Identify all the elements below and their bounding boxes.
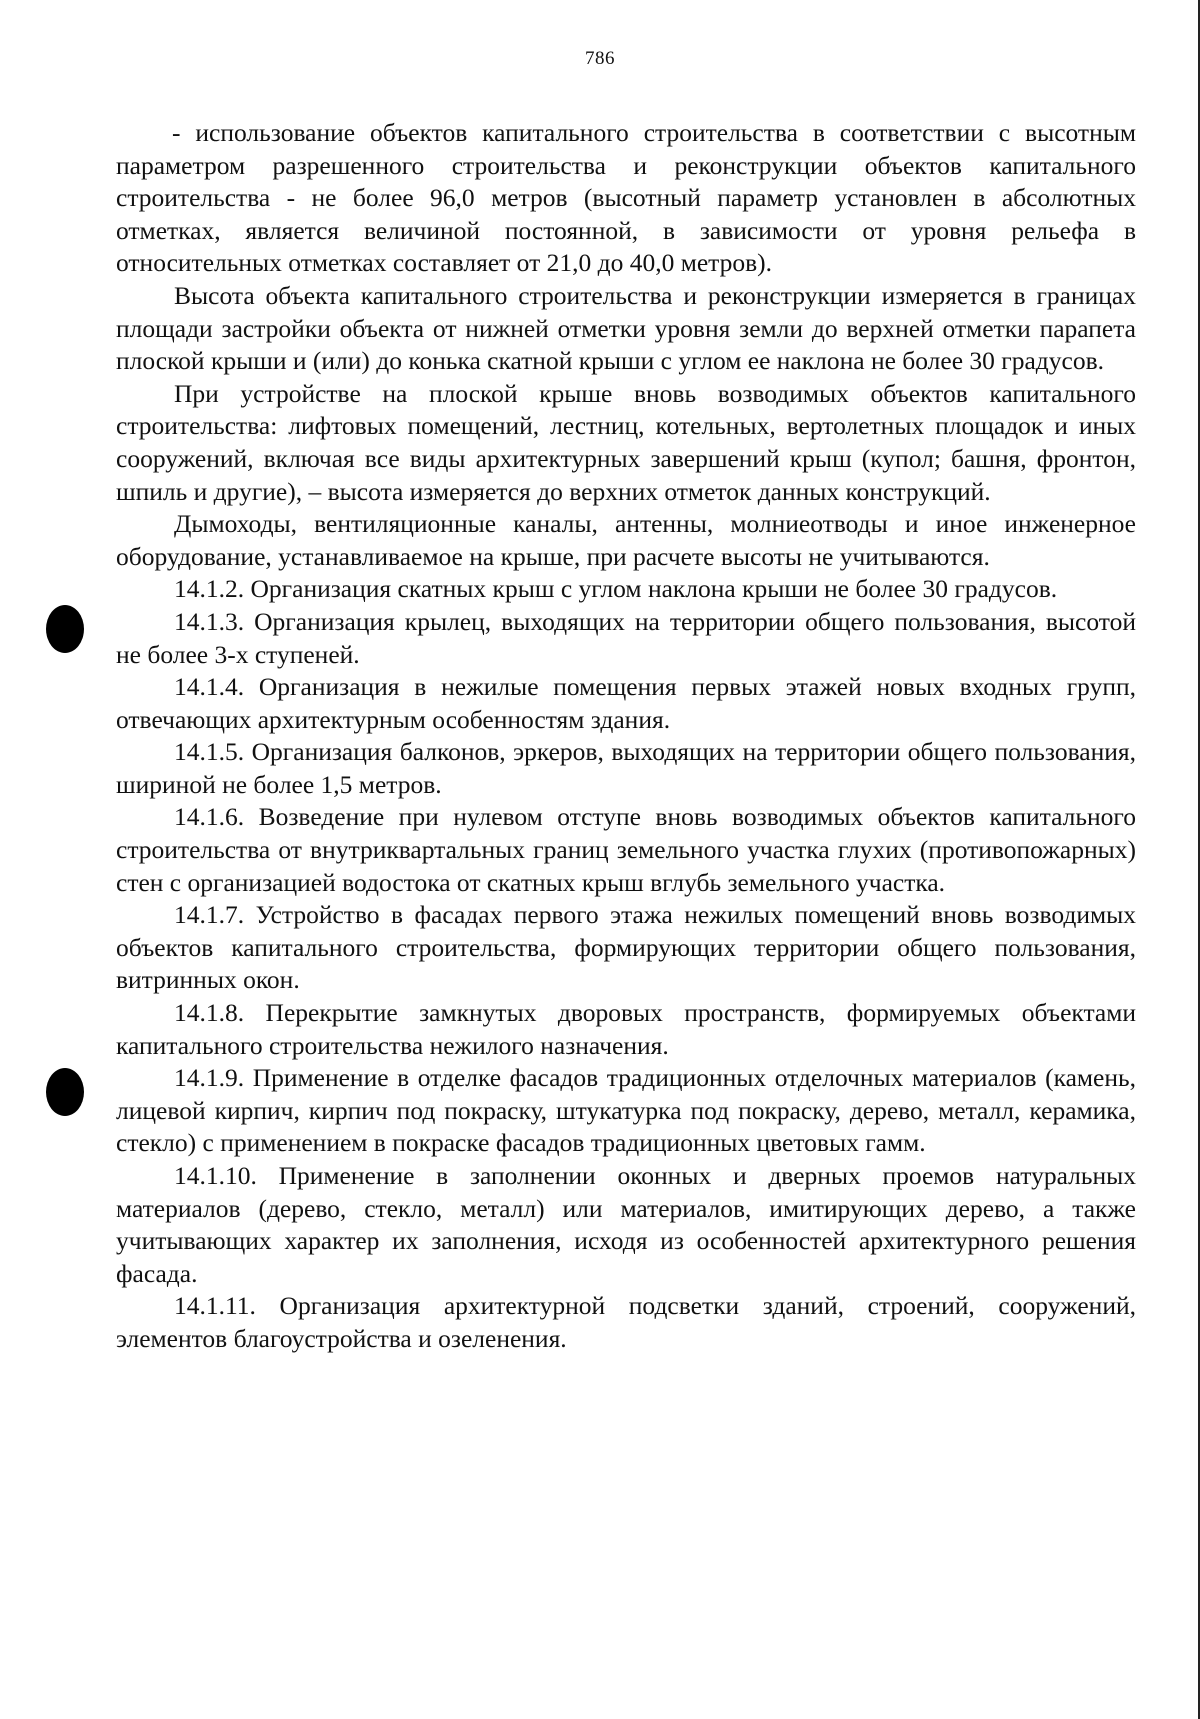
clause-14-1-3: 14.1.3. Организация крылец, выходящих на территории общего пользования, высотой не более 3-х ступеней. (116, 606, 1136, 669)
paragraph-roof-equipment: Дымоходы, вентиляционные каналы, антенны, молниеотводы и иное инженерное оборудование, устанавливаемое на крыше, при расчете высоты не учитываются. (116, 509, 1136, 571)
clause-14-1-6: 14.1.6. Возведение при нулевом отступе вновь возводимых объектов капитального строительства от внутриквартальных границ земельного участка глухих (противопожарных) стен с организацией водостока от скатных крыш вглубь земельного участка. (116, 802, 1136, 897)
document-body (116, 117, 1136, 1356)
clause-14-1-8: 14.1.8. Перекрытие замкнутых дворовых пространств, формируемых объектами капитального строительства нежилого назначения. (116, 998, 1136, 1060)
clause-14-1-9: 14.1.9. Применение в отделке фасадов традиционных отделочных материалов (камень, лицевой кирпич, кирпич под покраску, штукатурка под покраску, дерево, металл, керамика, стекло) с применением в покраске фасадов традиционных цветовых гамм. (116, 1063, 1136, 1158)
paragraph-height-measurement: Высота объекта капитального строительства и реконструкции измеряется в границах площади застройки объекта от нижней отметки уровня земли до верхней отметки парапета плоской крыши и (или) до конька скатной крыши с углом ее наклона не более 30 градусов. (116, 280, 1136, 376)
clause-14-1-10: 14.1.10. Применение в заполнении оконных и дверных проемов натуральных материалов (дерево, стекло, металл) или материалов, имитирующих дерево, а также учитывающих характер их заполнения, исходя из особенностей архитектурного решения фасада. (116, 1161, 1136, 1288)
clause-14-1-4: 14.1.4. Организация в нежилые помещения первых этажей новых входных групп, отвечающих архитектурным особенностям здания. (116, 672, 1136, 734)
clause-14-1-5: 14.1.5. Организация балконов, эркеров, выходящих на территории общего пользования, шириной не более 1,5 метров. (116, 737, 1136, 799)
paragraph-height-limit: - использование объектов капитального строительства в соответствии с высотным параметром разрешенного строительства и реконструкции объектов капитального строительства - не более 96,0 метров (высотный параметр установлен в абсолютных отметках, является величиной постоянной, в зависимости от уровня рельефа в относительных отметках составляет от 21,0 до 40,0 метров). (116, 118, 1136, 278)
page-number: 786 (585, 48, 615, 69)
clause-14-1-11: 14.1.11. Организация архитектурной подсветки зданий, строений, сооружений, элементов благоустройства и озеленения. (116, 1291, 1136, 1353)
clause-14-1-2: 14.1.2. Организация скатных крыш с углом наклона крыши не более 30 градусов. (174, 574, 1058, 604)
punch-hole-mark (46, 1068, 84, 1116)
punch-hole-mark (46, 605, 84, 653)
clause-14-1-7: 14.1.7. Устройство в фасадах первого этажа нежилых помещений вновь возводимых объектов капитального строительства, формирующих территории общего пользования, витринных окон. (116, 900, 1136, 995)
paragraph-roof-structures: При устройстве на плоской крыше вновь возводимых объектов капитального строительства: лифтовых помещений, лестниц, котельных, вертолетных площадок и иных сооружений, включая все виды архитектурных завершений крыш (купол; башня, фронтон, шпиль и другие), – высота измеряется до верхних отметок данных конструкций. (116, 378, 1136, 506)
